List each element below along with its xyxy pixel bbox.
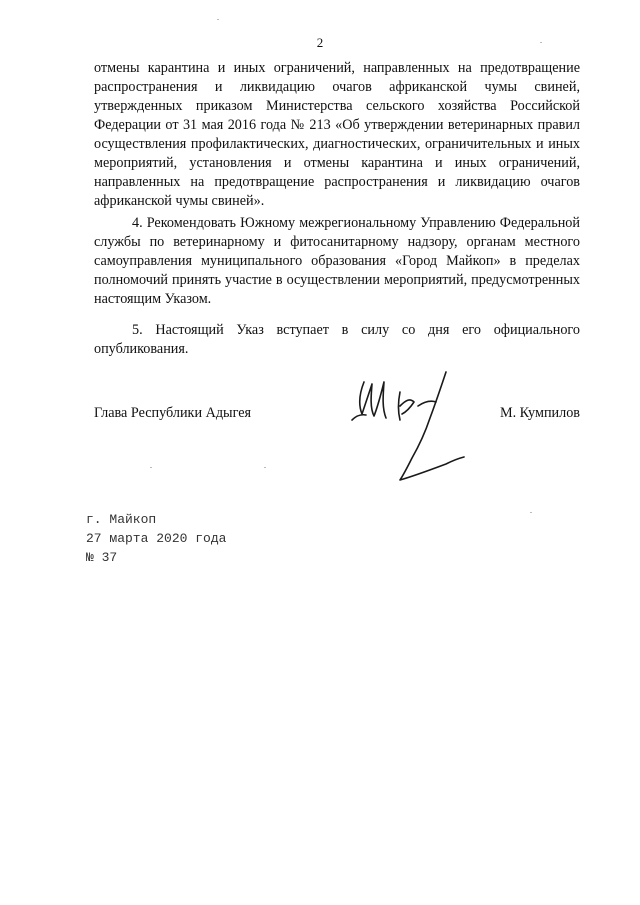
paragraph-continuation: отмены карантина и иных ограничений, направленных на предотвращение распространения и ликвидацию очагов африканской чумы свиней, утвержденных приказом Министерства сельского хозяйства Российской Федерации от 31 мая 2016 года № 213 «Об утверждении ветеринарных правил осуществления профилактических, диагностических, ограничительных и иных мероприятий, установления и отмены карантина и иных ограничений, направленных на предотвращение распространения и ликвидацию очагов африканской чумы свиней». bbox=[94, 60, 580, 209]
scan-speck bbox=[264, 467, 266, 468]
scan-speck bbox=[150, 467, 152, 468]
handwritten-signature bbox=[338, 362, 468, 492]
signatory-name: М. Кумпилов bbox=[499, 405, 580, 421]
scan-speck bbox=[540, 42, 542, 43]
page-number: 2 bbox=[316, 35, 324, 50]
scan-speck bbox=[217, 19, 219, 20]
paragraph-item-5: 5. Настоящий Указ вступает в силу со дня его официального опубликования. bbox=[94, 322, 580, 357]
signatory-title: Глава Республики Адыгея bbox=[94, 405, 252, 421]
scan-speck bbox=[530, 512, 532, 513]
document-stamp bbox=[86, 510, 226, 567]
paragraph-item-4: 4. Рекомендовать Южному межрегиональному Управлению Федеральной службы по ветеринарному и фитосанитарному надзору, органам местного самоуправления муниципального образования «Город Майкоп» в пределах полномочий принять участие в осуществлении мероприятий, предусмотренных настоящим Указом. bbox=[94, 215, 580, 307]
stamp-date: 27 марта 2020 года bbox=[86, 531, 227, 546]
stamp-city: г. Майкоп bbox=[86, 512, 157, 527]
stamp-number: № 37 bbox=[86, 550, 118, 565]
